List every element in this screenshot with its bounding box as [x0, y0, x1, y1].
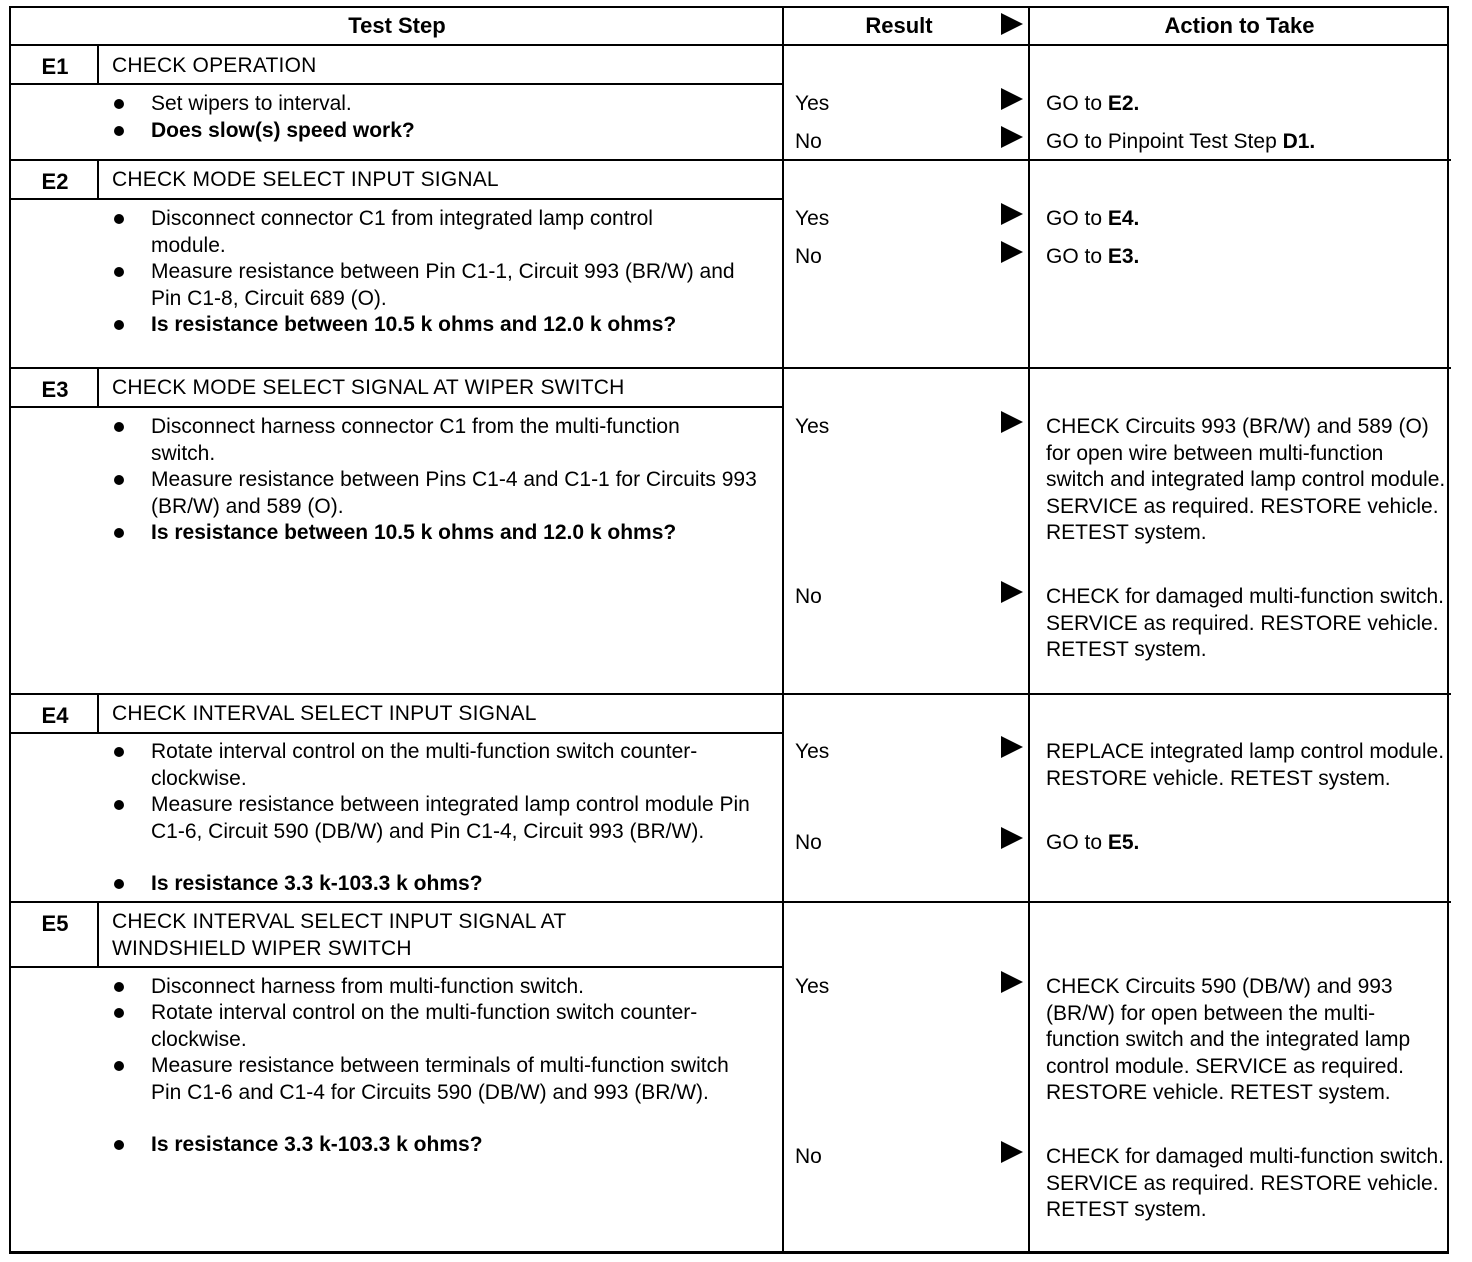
step-id: E2 — [41, 169, 69, 194]
arrow-right-icon — [1001, 126, 1023, 148]
header-action: Action to Take — [1164, 13, 1315, 38]
result-no: No — [795, 1145, 822, 1168]
action-no: CHECK for damaged multi-function switch. SERVICE as required. RESTORE vehicle. RETEST system. — [1046, 1145, 1444, 1221]
step-question: Does slow(s) speed work? — [151, 118, 771, 145]
step-id: E5 — [41, 911, 69, 936]
result-no: No — [795, 245, 822, 268]
bullet-icon — [114, 126, 124, 136]
column-divider-result — [782, 8, 784, 1251]
result-no: No — [795, 831, 822, 854]
result-yes: Yes — [795, 207, 830, 230]
step-title: CHECK MODE SELECT SIGNAL AT WIPER SWITCH — [112, 376, 625, 399]
header-test-step: Test Step — [348, 13, 446, 38]
result-yes: Yes — [795, 975, 830, 998]
title-underline — [11, 83, 783, 85]
step-title: CHECK MODE SELECT INPUT SIGNAL — [112, 168, 499, 191]
result-yes: Yes — [795, 415, 830, 438]
action-no: CHECK for damaged multi-function switch. SERVICE as required. RESTORE vehicle. RETEST system. — [1046, 585, 1444, 661]
arrow-right-icon — [1001, 203, 1023, 225]
arrow-right-icon — [1001, 827, 1023, 849]
bullet-icon — [114, 99, 124, 109]
arrow-right-icon — [1001, 411, 1023, 433]
title-underline — [11, 966, 783, 968]
step-id: E4 — [41, 703, 69, 728]
action-no: GO to E3. — [1046, 245, 1140, 268]
row-divider — [11, 693, 1451, 695]
action-yes: CHECK Circuits 993 (BR/W) and 589 (O) for open wire between multi-function switch and integrated lamp control module. SERVICE as required. RESTORE vehicle. RETEST system. — [1046, 415, 1446, 544]
step-question: Is resistance between 10.5 k ohms and 12.0 k ohms? — [151, 312, 731, 339]
action-yes: GO to E2. — [1046, 92, 1140, 115]
step-bullet: Measure resistance between Pin C1-1, Circuit 993 (BR/W) and Pin C1-8, Circuit 689 (O). — [151, 259, 751, 312]
bullet-icon — [114, 800, 124, 810]
arrow-right-icon — [1001, 581, 1023, 603]
row-divider — [11, 159, 1451, 161]
action-no: GO to Pinpoint Test Step D1. — [1046, 130, 1316, 153]
bullet-icon — [114, 879, 124, 889]
step-title: CHECK INTERVAL SELECT INPUT SIGNAL — [112, 702, 537, 725]
bullet-icon — [114, 475, 124, 485]
header-result: Result — [865, 13, 933, 38]
bullet-icon — [114, 1008, 124, 1018]
step-bullet: Disconnect connector C1 from integrated lamp control module. — [151, 206, 711, 259]
row-divider — [11, 901, 1451, 903]
bullet-icon — [114, 267, 124, 277]
step-bullet: Set wipers to interval. — [151, 91, 771, 118]
step-bullet: Measure resistance between terminals of multi-function switch Pin C1-6 and C1-4 for Circuits 590 (DB/W) and 993 (BR/W). — [151, 1053, 761, 1106]
title-underline — [11, 198, 783, 200]
result-no: No — [795, 585, 822, 608]
step-question: Is resistance 3.3 k-103.3 k ohms? — [151, 1132, 751, 1159]
action-yes: GO to E4. — [1046, 207, 1140, 230]
action-no: GO to E5. — [1046, 831, 1140, 854]
result-no: No — [795, 130, 822, 153]
title-underline — [11, 406, 783, 408]
row-divider — [11, 367, 1451, 369]
result-yes: Yes — [795, 92, 830, 115]
bullet-icon — [114, 1140, 124, 1150]
table-header — [11, 8, 1447, 46]
bullet-icon — [114, 747, 124, 757]
arrow-right-icon — [1001, 971, 1023, 993]
result-yes: Yes — [795, 740, 830, 763]
arrow-right-icon — [1001, 13, 1023, 35]
step-question: Is resistance between 10.5 k ohms and 12.0 k ohms? — [151, 520, 731, 547]
column-divider-action — [1028, 8, 1030, 1251]
bullet-icon — [114, 982, 124, 992]
action-yes: CHECK Circuits 590 (DB/W) and 993 (BR/W) for open between the multi-function switch and the integrated lamp control module. SERVICE as required. RESTORE vehicle. RETEST system. — [1046, 975, 1411, 1104]
bullet-icon — [114, 320, 124, 330]
step-id: E1 — [41, 54, 69, 79]
step-bullet: Disconnect harness connector C1 from the multi-function switch. — [151, 414, 711, 467]
step-bullet: Rotate interval control on the multi-function switch counter-clockwise. — [151, 739, 751, 792]
title-underline — [11, 732, 783, 734]
step-bullet: Rotate interval control on the multi-function switch counter-clockwise. — [151, 1000, 751, 1053]
arrow-right-icon — [1001, 736, 1023, 758]
bullet-icon — [114, 214, 124, 224]
bullet-icon — [114, 528, 124, 538]
step-question: Is resistance 3.3 k-103.3 k ohms? — [151, 871, 751, 898]
step-bullet: Disconnect harness from multi-function switch. — [151, 974, 751, 1001]
step-id: E3 — [41, 377, 69, 402]
step-bullet: Measure resistance between integrated lamp control module Pin C1-6, Circuit 590 (DB/W) and Pin C1-4, Circuit 993 (BR/W). — [151, 792, 766, 845]
diagnostic-table — [9, 6, 1449, 1254]
bullet-icon — [114, 422, 124, 432]
step-title: CHECK INTERVAL SELECT INPUT SIGNAL AT WINDSHIELD WIPER SWITCH — [112, 910, 566, 960]
step-bullet: Measure resistance between Pins C1-4 and C1-1 for Circuits 993 (BR/W) and 589 (O). — [151, 467, 766, 520]
arrow-right-icon — [1001, 88, 1023, 110]
arrow-right-icon — [1001, 1141, 1023, 1163]
action-yes: REPLACE integrated lamp control module. RESTORE vehicle. RETEST system. — [1046, 740, 1445, 790]
bullet-icon — [114, 1061, 124, 1071]
step-title: CHECK OPERATION — [112, 54, 317, 77]
arrow-right-icon — [1001, 241, 1023, 263]
